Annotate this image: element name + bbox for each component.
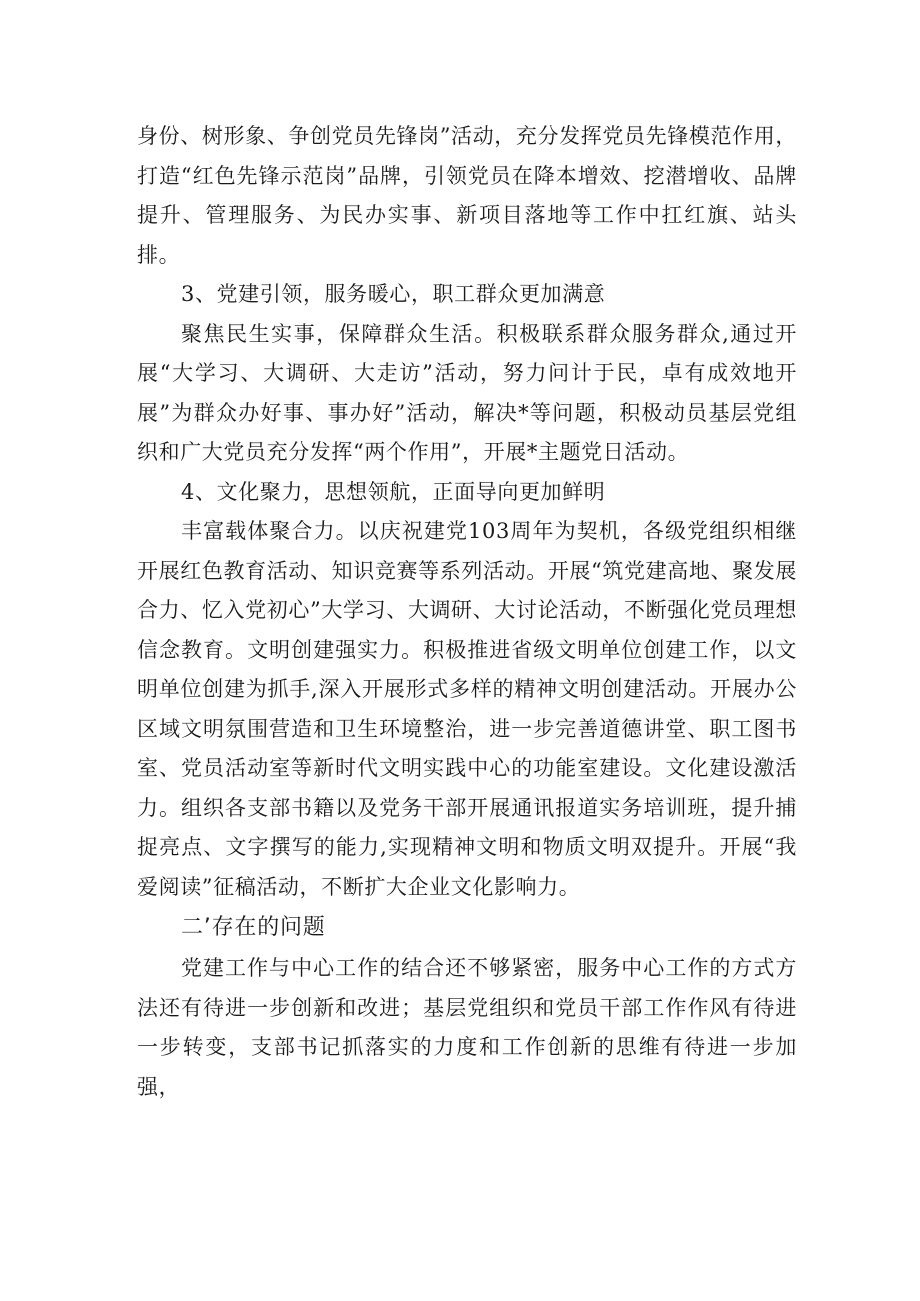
paragraph-culture: 丰富载体聚合力。以庆祝建党103周年为契机，各级党组织相继开展红色教育活动、知识竞赛等系列活动。开展“筑党建高地、聚发展合力、忆入党初心”大学习、大调研、大讨论活动，不断强化党员理想信念教育。文明创建强实力。积极推进省级文明单位创建工作，以文明单位创建为抓手,深入开展形式多样的精神文明创建活动。开展办公区域文明氛围营造和卫生环境整治，进一步完善道德讲堂、职工图书室、党员活动室等新时代文明实践中心的功能室建设。文化建设激活力。组织各支部书籍以及党务干部开展通讯报道实务培训班，提升捕捉亮点、文字撰写的能力,实现精神文明和物质文明双提升。开展“我爱阅读”征稿活动，不断扩大企业文化影响力。 (137, 519, 797, 899)
subheading-3: 3、党建引领，服务暖心，职工群众更加满意 (181, 282, 606, 306)
paragraph-continuation: 身份、树形象、争创党员先锋岗”活动，充分发挥党员先锋模范作用，打造“红色先锋示范岗”品牌，引领党员在降本增效、挖潜增收、品牌提升、管理服务、为民办实事、新项目落地等工作中扛红旗、站头排。 (137, 124, 797, 267)
subheading-4: 4、文化聚力，思想领航，正面导向更加鲜明 (181, 479, 606, 504)
document-body (137, 117, 797, 1107)
paragraph-livelihood: 聚焦民生实事，保障群众生活。积极联系群众服务群众,通过开展“大学习、大调研、大走访”活动，努力问计于民，卓有成效地开展”为群众办好事、事办好”活动，解决*等问题，积极动员基层党组织和广大党员充分发挥“两个作用”，开展*主题党日活动。 (137, 321, 797, 464)
section-heading-problems: 二’存在的问题 (181, 915, 326, 940)
paragraph-problems: 党建工作与中心工作的结合还不够紧密，服务中心工作的方式方法还有待进一步创新和改进；基层党组织和党员干部工作作风有待进一步转变，支部书记抓落实的力度和工作创新的思维有待进一步加强， (137, 956, 797, 1099)
